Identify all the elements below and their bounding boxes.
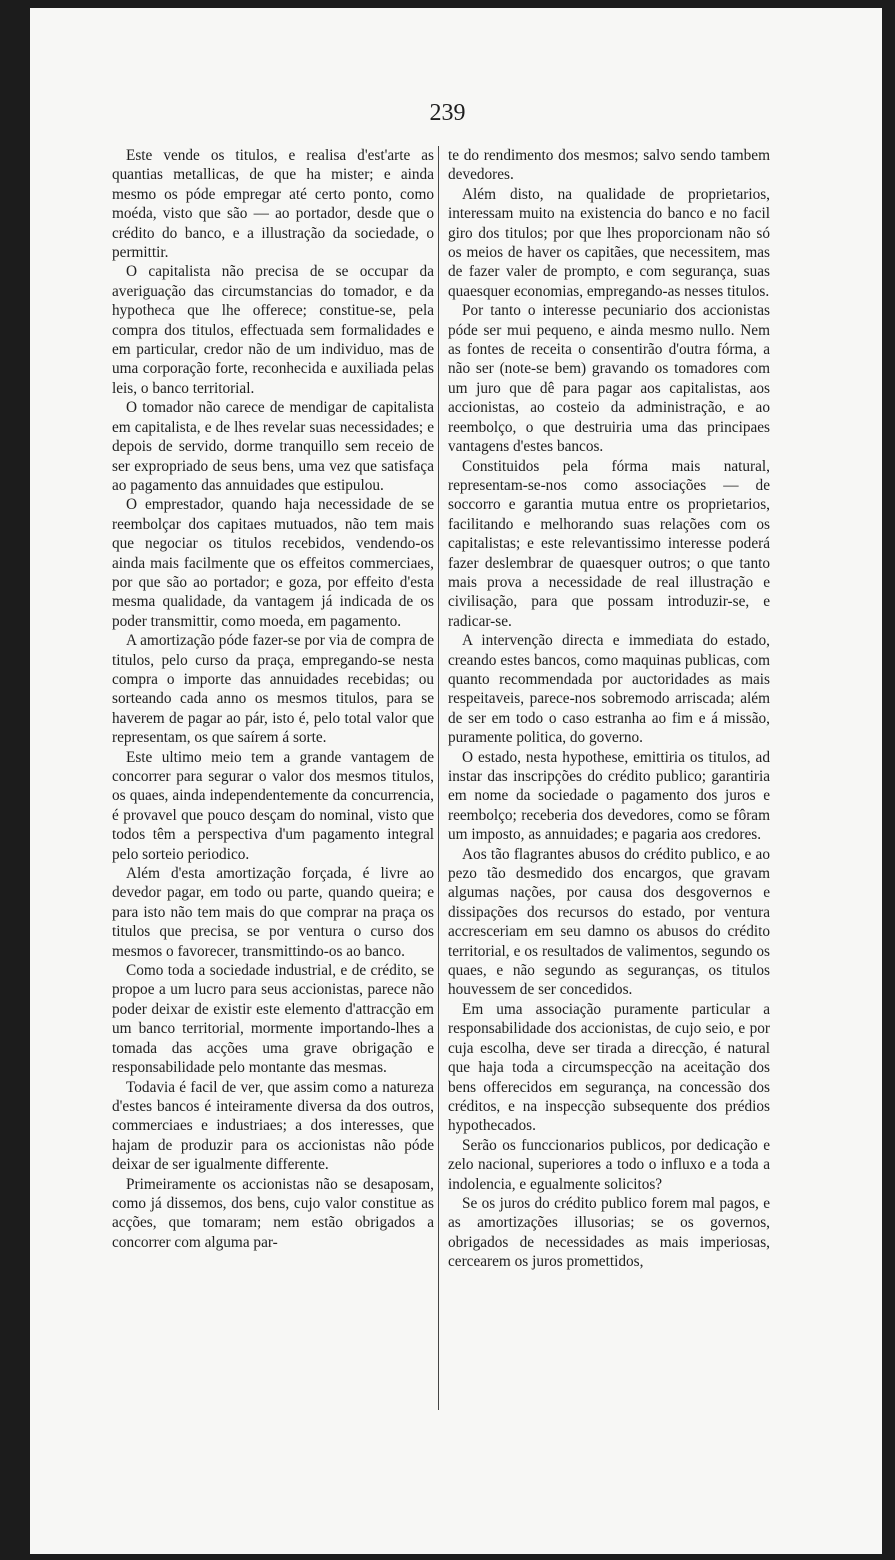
paragraph: A intervenção directa e immediata do estado, creando estes bancos, como maquinas publicas, com quanto recommendada por auctoridades as mais respeitaveis, parece-nos sobremodo arriscada; além de ser em todo o caso estranha ao fim e á missão, puramente politica, do governo. <box>448 632 770 747</box>
paragraph: Primeiramente os accionistas não se desaposam, como já dissemos, dos bens, cujo valor constitue as acções, que tomaram; nem estão obrigados a concorrer com alguma par- <box>112 1175 434 1251</box>
paragraph: A amortização póde fazer-se por via de compra de titulos, pelo curso da praça, empregando-se nesta compra o importe das annuidades recebidas; ou sorteando cada anno os mesmos titulos, para se haverem de pagar ao pár, isto é, pelo total valor que representam, os que saírem á sorte. <box>112 632 434 747</box>
paragraph: Este vende os titulos, e realisa d'est'arte as quantias metallicas, de que ha mister; e ainda mesmo os póde empregar até certo ponto, como moéda, visto que são — ao portador, desde que o crédito do banco, e a illustração da sociedade, o permittir. <box>112 147 434 262</box>
paragraph: Todavia é facil de ver, que assim como a natureza d'estes bancos é inteiramente diversa da dos outros, commerciaes e industriaes; a dos interesses, que hajam de produzir para os accionistas não póde deixar de ser igualmente differente. <box>112 1078 434 1174</box>
paragraph: Por tanto o interesse pecuniario dos accionistas póde ser mui pequeno, e ainda mesmo nullo. Nem as fontes de receita o consentirão d'outra fórma, a não ser (note-se bem) gravando os tomadores com um juro que dê para pagar aos capitalistas, aos accionistas, ao costeio da administração, e ao reembolço, o que destruiria uma das principaes vantagens d'estes bancos. <box>448 302 770 456</box>
paragraph: te do rendimento dos mesmos; salvo sendo tambem devedores. <box>448 147 770 184</box>
paragraph: Como toda a sociedade industrial, e de crédito, se propoe a um lucro para seus accionistas, parece não poder deixar de existir este elemento d'attracção em um banco territorial, mormente importando-lhes a tomada das acções uma grave obrigação e responsabilidade pelo montante das mesmas. <box>112 962 434 1077</box>
paragraph: Este ultimo meio tem a grande vantagem de concorrer para segurar o valor dos mesmos titulos, os quaes, ainda independentemente da concurrencia, é provavel que pouco desçam do nominal, visto que todos têm a perspectiva d'um pagamento integral pelo sorteio periodico. <box>112 748 434 863</box>
column-divider <box>438 146 439 1410</box>
right-column <box>448 146 770 1272</box>
paragraph: Além disto, na qualidade de proprietarios, interessam muito na existencia do banco e no facil giro dos titulos; por que lhes proporcionam não só os meios de haver os capitães, que necessitem, mas de fazer valer de prompto, e com segurança, suas quaesquer economias, empregando-as nesses titulos. <box>448 185 770 300</box>
paragraph: Em uma associação puramente particular a responsabilidade dos accionistas, de cujo seio, e por cuja escolha, deve ser tirada a direcção, é natural que haja toda a circumspecção na aceitação dos bens offerecidos em segurança, na concessão dos créditos, e na inspecção subsequente dos prédios hypothecados. <box>448 1000 770 1135</box>
page-number: 239 <box>429 100 466 126</box>
paragraph: O tomador não carece de mendigar de capitalista em capitalista, e de lhes revelar suas necessidades; e depois de servido, dorme tranquillo sem receio de ser expropriado de seus bens, uma vez que satisfaça ao pagamento das annuidades que estipulou. <box>112 399 434 494</box>
paragraph: O emprestador, quando haja necessidade de se reembolçar dos capitaes mutuados, não tem mais que negociar os titulos recebidos, vendendo-os ainda mais facilmente que os effeitos commerciaes, por que são ao portador; e goza, por effeito d'esta mesma qualidade, da vantagem já indicada de os poder transmittir, como moeda, em pagamento. <box>112 496 434 630</box>
paragraph: O estado, nesta hypothese, emittiria os titulos, ad instar das inscripções do crédito publico; garantiria em nome da sociedade o pagamento dos juros e reembolço; receberia dos devedores, como se fôram um imposto, as annuidades; e pagaria aos credores. <box>448 748 770 844</box>
paragraph: Constituidos pela fórma mais natural, representam-se-nos como associações — de soccorro e garantia mutua entre os proprietarios, facilitando e melhorando suas relações com os capitalistas; e este relevantissimo interesse poderá fazer deslembrar de quaesquer outros; o que tanto mais prova a necessidade de real illustração e civilisação, para que possam introduzir-se, e radicar-se. <box>448 457 770 630</box>
paragraph: Aos tão flagrantes abusos do crédito publico, e ao pezo tão desmedido dos encargos, que gravam algumas nações, por causa dos desgovernos e dissipações dos recursos do estado, por ventura accresceriam em seu damno os abusos do crédito territorial, e os resultados de valimentos, segundo os quaes, e não segundo as seguranças, os titulos houvessem de ser concedidos. <box>448 845 770 999</box>
paragraph: Se os juros do crédito publico forem mal pagos, e as amortizações illusorias; se os governos, obrigados de necessidades as mais imperiosas, cercearem os juros promettidos, <box>448 1194 770 1271</box>
paragraph: O capitalista não precisa de se occupar da averiguação das circumstancias do tomador, e da hypotheca que lhe offerece; constitue-se, pela compra dos titulos, effectuada sem formalidades e em particular, credor não de um individuo, mas de uma corporação forte, reconhecida e auxiliada pelas leis, o banco territorial. <box>112 263 434 397</box>
paragraph: Além d'esta amortização forçada, é livre ao devedor pagar, em todo ou parte, quando queira; e para isto não tem mais do que comprar na praça os titulos que precisa, se por ventura o curso dos mesmos o favorecer, transmittindo-os ao banco. <box>112 865 434 960</box>
paragraph: Serão os funccionarios publicos, por dedicação e zelo nacional, superiores a todo o influxo e a toda a indolencia, e egualmente solicitos? <box>448 1136 770 1193</box>
left-column <box>112 146 434 1252</box>
